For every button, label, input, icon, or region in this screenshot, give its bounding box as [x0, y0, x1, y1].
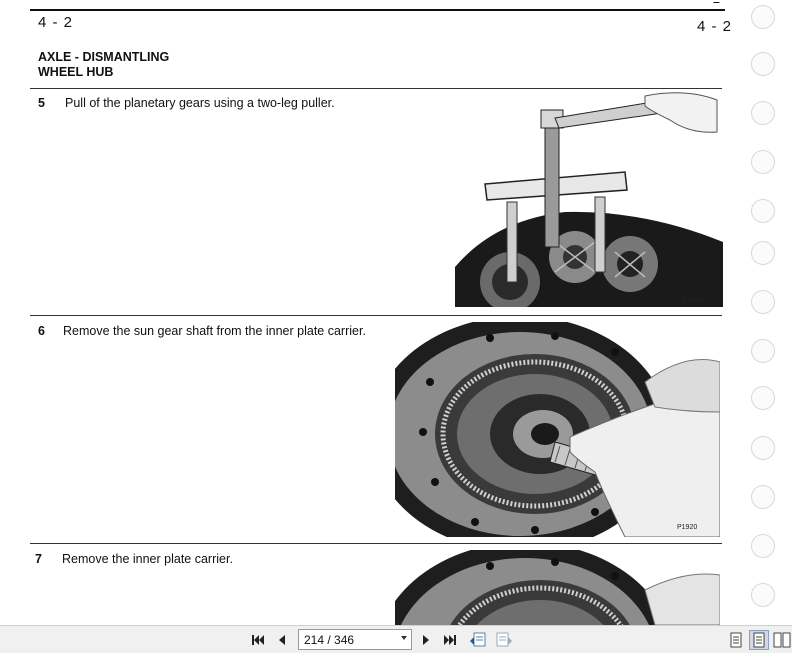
go-back-view-button[interactable]	[468, 630, 488, 650]
binder-ring	[751, 436, 775, 460]
header-rule	[30, 9, 725, 11]
step-text: Remove the sun gear shaft from the inner plate carrier.	[63, 324, 366, 338]
page-indicator: 214 / 346	[304, 632, 355, 647]
next-page-button[interactable]	[416, 630, 436, 650]
binder-ring	[751, 583, 775, 607]
navigation-toolbar	[0, 625, 792, 653]
two-page-view-button[interactable]	[772, 630, 792, 650]
photo-code: P1920	[677, 524, 698, 531]
next-page-icon	[419, 633, 433, 647]
back-view-icon	[469, 631, 487, 649]
step-text: Remove the inner plate carrier.	[62, 552, 233, 566]
single-page-icon	[729, 632, 743, 648]
step-number: 7	[35, 552, 42, 566]
first-page-icon	[251, 633, 265, 647]
binder-ring	[751, 199, 775, 223]
binder-ring	[751, 339, 775, 363]
photo-code: P1919	[683, 297, 704, 304]
first-page-button[interactable]	[248, 630, 268, 650]
binder-ring	[751, 534, 775, 558]
title-divider	[30, 88, 722, 89]
photo-sun-gear-shaft	[395, 322, 720, 537]
page-selector[interactable]	[298, 629, 412, 650]
binder-ring	[751, 485, 775, 509]
photo-inner-plate-carrier	[395, 550, 720, 625]
continuous-page-icon	[752, 632, 766, 648]
binder-ring	[751, 52, 775, 76]
chevron-down-icon	[401, 636, 407, 640]
binder-ring	[751, 386, 775, 410]
continuous-view-button[interactable]	[749, 630, 769, 650]
header-tick-mark	[713, 0, 721, 3]
forward-view-icon	[495, 631, 513, 649]
previous-page-icon	[275, 633, 289, 647]
binder-ring	[751, 5, 775, 29]
binder-ring	[751, 241, 775, 265]
step-divider	[30, 543, 722, 544]
photo-two-leg-puller	[455, 92, 723, 307]
two-page-icon	[773, 632, 791, 648]
binder-ring	[751, 101, 775, 125]
last-page-button[interactable]	[440, 630, 460, 650]
section-title: AXLE - DISMANTLING	[38, 50, 170, 64]
previous-page-button[interactable]	[272, 630, 292, 650]
page-number-left: 4 - 2	[38, 14, 74, 31]
last-page-icon	[443, 633, 457, 647]
go-forward-view-button[interactable]	[494, 630, 514, 650]
step-number: 6	[38, 324, 45, 338]
page-number-right: 4 - 2	[697, 18, 733, 35]
step-text: Pull of the planetary gears using a two-leg puller.	[65, 96, 335, 110]
step-number: 5	[38, 96, 45, 110]
step-divider	[30, 315, 722, 316]
binder-ring	[751, 290, 775, 314]
subsection-title: WHEEL HUB	[38, 65, 114, 79]
binder-rings	[748, 0, 778, 625]
single-page-view-button[interactable]	[726, 630, 746, 650]
binder-ring	[751, 150, 775, 174]
